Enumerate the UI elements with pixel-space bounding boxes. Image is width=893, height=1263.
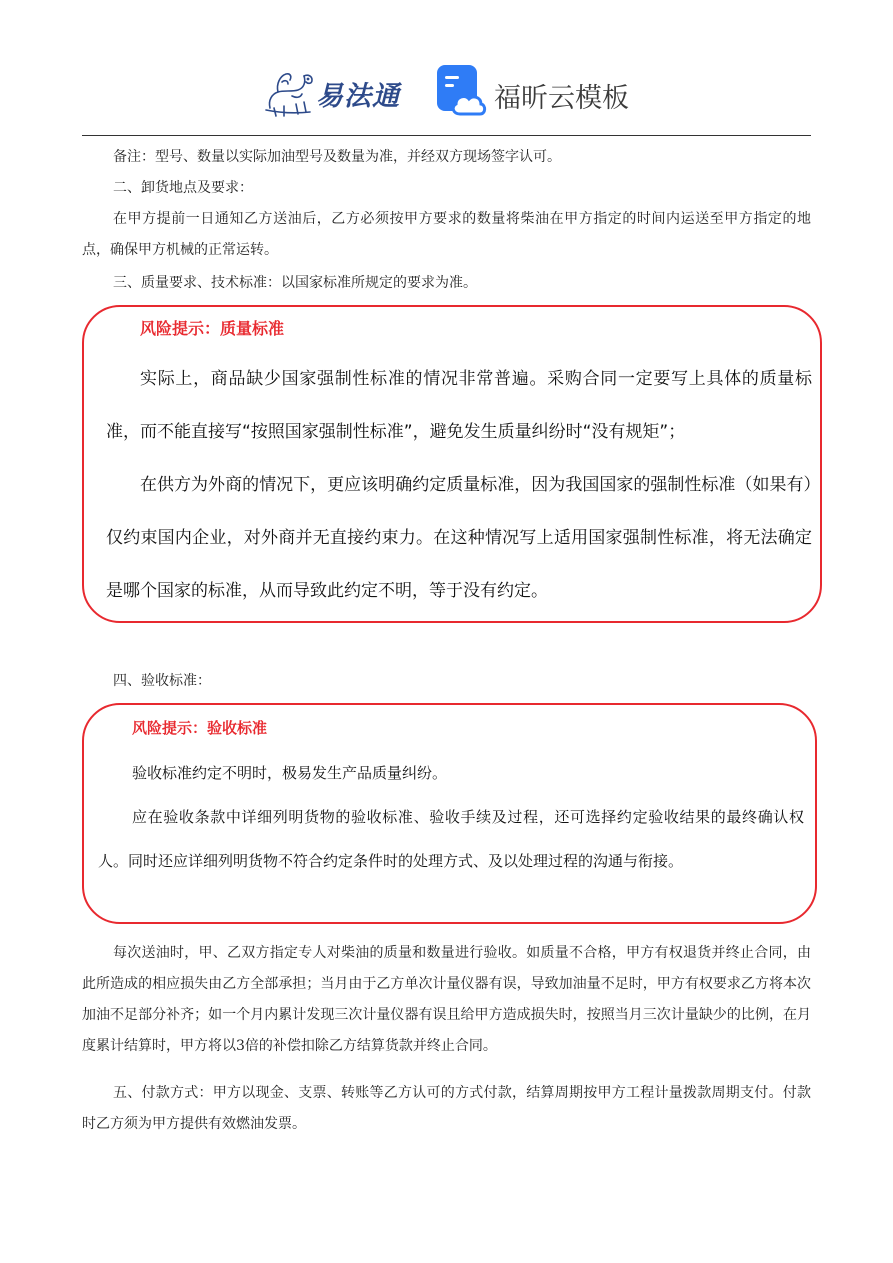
risk-tip-acceptance-title: 风险提示：验收标准 [132,719,268,737]
page-header [0,58,893,126]
qilin-icon [262,64,318,120]
risk-tip-quality-paragraph: 在供方为外商的情况下，更应该明确约定质量标准，因为我国国家的强制性标准（如果有）仅约束国内企业，对外商并无直接约束力。在这种情况写上适用国家强制性标准，将无法确定是哪个国家的标准，从而导致此约定不明，等于没有约定。 [106,475,812,601]
header-divider [82,135,811,136]
quantity-note: 备注：型号、数量以实际加油型号及数量为准，并经双方现场签字认可。 [113,149,561,165]
section-4-heading: 四、验收标准： [113,673,211,689]
section-2-body: 在甲方提前一日通知乙方送油后，乙方必须按甲方要求的数量将柴油在甲方指定的时间内运送至甲方指定的地点，确保甲方机械的正常运转。 [82,211,811,258]
risk-tip-acceptance-box [82,703,817,924]
section-3-heading: 三、质量要求、技术标准：以国家标准所规定的要求为准。 [113,275,477,291]
section-5-payment: 五、付款方式：甲方以现金、支票、转账等乙方认可的方式付款，结算周期按甲方工程计量拨款周期支付。付款时乙方须为甲方提供有效燃油发票。 [82,1085,811,1132]
risk-tip-quality-box [82,305,822,623]
foxit-cloud-template-logo [436,64,646,120]
risk-tip-acceptance-paragraph: 应在验收条款中详细列明货物的验收标准、验收手续及过程，还可选择约定验收结果的最终确认权人。同时还应详细列明货物不符合约定条件时的处理方式、及以处理过程的沟通与衔接。 [98,808,804,870]
risk-tip-quality-paragraph: 实际上，商品缺少国家强制性标准的情况非常普遍。采购合同一定要写上具体的质量标准，而不能直接写“按照国家强制性标准”，避免发生质量纠纷时“没有规矩”； [106,369,812,442]
risk-tip-quality-title: 风险提示：质量标准 [140,319,285,338]
foxit-cloud-template-logo-text: 福昕云模板 [494,83,629,114]
yifatong-logo [262,62,412,122]
risk-tip-acceptance-paragraph: 验收标准约定不明时，极易发生产品质量纠纷。 [132,764,448,782]
acceptance-body: 每次送油时，甲、乙双方指定专人对柴油的质量和数量进行验收。如质量不合格，甲方有权退货并终止合同，由此所造成的相应损失由乙方全部承担；当月由于乙方单次计量仪器有误，导致加油量不足时，甲方有权要求乙方将本次加油不足部分补齐；如一个月内累计发现三次计量仪器有误且给甲方造成损失时，按照当月三次计量缺少的比例，在月度累计结算时，甲方将以3倍的补偿扣除乙方结算货款并终止合同。 [82,945,811,1054]
section-2-heading: 二、卸货地点及要求： [113,180,253,196]
yifatong-logo-text: 易法通 [316,81,400,112]
cloud-document-icon [436,64,488,118]
